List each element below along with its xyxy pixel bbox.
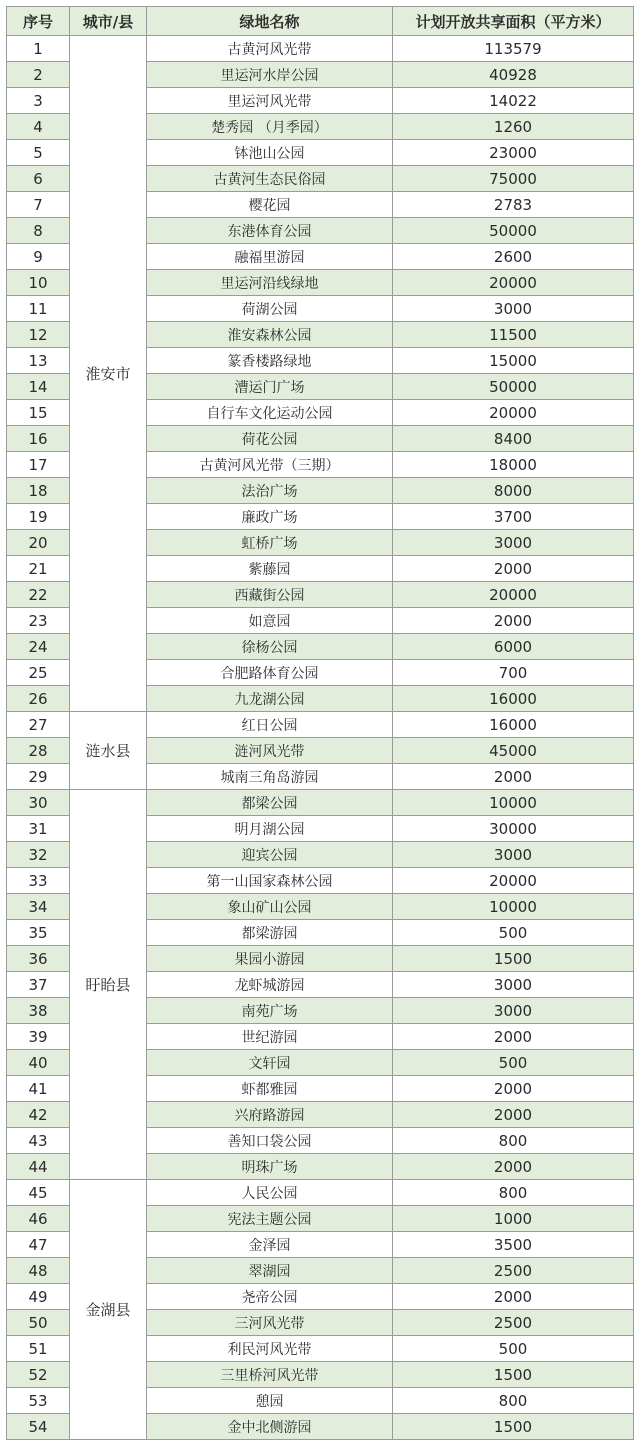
cell-open-area: 2000 xyxy=(393,764,634,790)
cell-index: 4 xyxy=(7,114,70,140)
cell-green-space-name: 廉政广场 xyxy=(147,504,393,530)
cell-index: 8 xyxy=(7,218,70,244)
cell-open-area: 30000 xyxy=(393,816,634,842)
cell-green-space-name: 法治广场 xyxy=(147,478,393,504)
cell-green-space-name: 都梁游园 xyxy=(147,920,393,946)
cell-open-area: 8400 xyxy=(393,426,634,452)
cell-green-space-name: 钵池山公园 xyxy=(147,140,393,166)
cell-green-space-name: 象山矿山公园 xyxy=(147,894,393,920)
cell-green-space-name: 荷花公园 xyxy=(147,426,393,452)
cell-green-space-name: 世纪游园 xyxy=(147,1024,393,1050)
cell-index: 17 xyxy=(7,452,70,478)
cell-index: 13 xyxy=(7,348,70,374)
cell-index: 21 xyxy=(7,556,70,582)
cell-green-space-name: 涟河风光带 xyxy=(147,738,393,764)
cell-city: 淮安市 xyxy=(70,36,147,712)
cell-open-area: 1260 xyxy=(393,114,634,140)
cell-index: 46 xyxy=(7,1206,70,1232)
cell-open-area: 6000 xyxy=(393,634,634,660)
cell-open-area: 16000 xyxy=(393,712,634,738)
cell-green-space-name: 人民公园 xyxy=(147,1180,393,1206)
cell-open-area: 75000 xyxy=(393,166,634,192)
cell-index: 33 xyxy=(7,868,70,894)
cell-open-area: 3000 xyxy=(393,530,634,556)
cell-index: 27 xyxy=(7,712,70,738)
cell-open-area: 20000 xyxy=(393,868,634,894)
cell-green-space-name: 淮安森林公园 xyxy=(147,322,393,348)
cell-green-space-name: 篆香楼路绿地 xyxy=(147,348,393,374)
cell-open-area: 14022 xyxy=(393,88,634,114)
cell-open-area: 8000 xyxy=(393,478,634,504)
cell-green-space-name: 古黄河生态民俗园 xyxy=(147,166,393,192)
cell-open-area: 23000 xyxy=(393,140,634,166)
cell-open-area: 50000 xyxy=(393,218,634,244)
cell-index: 3 xyxy=(7,88,70,114)
cell-index: 11 xyxy=(7,296,70,322)
header-name: 绿地名称 xyxy=(147,7,393,36)
cell-open-area: 500 xyxy=(393,1050,634,1076)
cell-index: 22 xyxy=(7,582,70,608)
cell-index: 49 xyxy=(7,1284,70,1310)
cell-open-area: 2600 xyxy=(393,244,634,270)
table-row xyxy=(7,1180,634,1206)
cell-green-space-name: 合肥路体育公园 xyxy=(147,660,393,686)
cell-green-space-name: 九龙湖公园 xyxy=(147,686,393,712)
cell-open-area: 2783 xyxy=(393,192,634,218)
cell-index: 16 xyxy=(7,426,70,452)
header-city: 城市/县 xyxy=(70,7,147,36)
cell-open-area: 2500 xyxy=(393,1258,634,1284)
cell-green-space-name: 西藏街公园 xyxy=(147,582,393,608)
cell-green-space-name: 利民河风光带 xyxy=(147,1336,393,1362)
cell-open-area: 1500 xyxy=(393,1414,634,1440)
cell-open-area: 2000 xyxy=(393,1154,634,1180)
cell-green-space-name: 明月湖公园 xyxy=(147,816,393,842)
cell-index: 23 xyxy=(7,608,70,634)
cell-green-space-name: 尧帝公园 xyxy=(147,1284,393,1310)
cell-index: 19 xyxy=(7,504,70,530)
cell-index: 14 xyxy=(7,374,70,400)
table-header-row xyxy=(7,7,634,36)
cell-open-area: 10000 xyxy=(393,894,634,920)
cell-open-area: 800 xyxy=(393,1180,634,1206)
cell-open-area: 2500 xyxy=(393,1310,634,1336)
cell-green-space-name: 宪法主题公园 xyxy=(147,1206,393,1232)
cell-green-space-name: 城南三角岛游园 xyxy=(147,764,393,790)
cell-open-area: 500 xyxy=(393,1336,634,1362)
cell-green-space-name: 荷湖公园 xyxy=(147,296,393,322)
cell-index: 26 xyxy=(7,686,70,712)
cell-open-area: 3000 xyxy=(393,998,634,1024)
cell-open-area: 16000 xyxy=(393,686,634,712)
cell-green-space-name: 徐杨公园 xyxy=(147,634,393,660)
table-row xyxy=(7,36,634,62)
cell-index: 18 xyxy=(7,478,70,504)
cell-green-space-name: 自行车文化运动公园 xyxy=(147,400,393,426)
cell-green-space-name: 融福里游园 xyxy=(147,244,393,270)
cell-open-area: 3700 xyxy=(393,504,634,530)
cell-green-space-name: 果园小游园 xyxy=(147,946,393,972)
cell-green-space-name: 如意园 xyxy=(147,608,393,634)
cell-index: 25 xyxy=(7,660,70,686)
table-row xyxy=(7,712,634,738)
cell-index: 31 xyxy=(7,816,70,842)
cell-green-space-name: 善知口袋公园 xyxy=(147,1128,393,1154)
cell-open-area: 1000 xyxy=(393,1206,634,1232)
table-row xyxy=(7,790,634,816)
cell-green-space-name: 南苑广场 xyxy=(147,998,393,1024)
cell-city: 盱眙县 xyxy=(70,790,147,1180)
cell-open-area: 50000 xyxy=(393,374,634,400)
cell-green-space-name: 翠湖园 xyxy=(147,1258,393,1284)
cell-index: 2 xyxy=(7,62,70,88)
cell-index: 24 xyxy=(7,634,70,660)
table-body xyxy=(7,36,634,1440)
cell-open-area: 700 xyxy=(393,660,634,686)
cell-green-space-name: 第一山国家森林公园 xyxy=(147,868,393,894)
cell-index: 34 xyxy=(7,894,70,920)
cell-index: 20 xyxy=(7,530,70,556)
cell-index: 1 xyxy=(7,36,70,62)
cell-index: 6 xyxy=(7,166,70,192)
cell-open-area: 20000 xyxy=(393,400,634,426)
cell-green-space-name: 三河风光带 xyxy=(147,1310,393,1336)
cell-index: 43 xyxy=(7,1128,70,1154)
cell-open-area: 45000 xyxy=(393,738,634,764)
cell-index: 5 xyxy=(7,140,70,166)
cell-green-space-name: 都梁公园 xyxy=(147,790,393,816)
cell-index: 48 xyxy=(7,1258,70,1284)
cell-green-space-name: 龙虾城游园 xyxy=(147,972,393,998)
cell-green-space-name: 明珠广场 xyxy=(147,1154,393,1180)
cell-green-space-name: 楚秀园 （月季园） xyxy=(147,114,393,140)
cell-open-area: 500 xyxy=(393,920,634,946)
cell-open-area: 800 xyxy=(393,1128,634,1154)
cell-open-area: 3000 xyxy=(393,842,634,868)
cell-index: 35 xyxy=(7,920,70,946)
cell-index: 53 xyxy=(7,1388,70,1414)
cell-green-space-name: 文轩园 xyxy=(147,1050,393,1076)
cell-open-area: 2000 xyxy=(393,556,634,582)
cell-index: 28 xyxy=(7,738,70,764)
cell-green-space-name: 金泽园 xyxy=(147,1232,393,1258)
cell-open-area: 2000 xyxy=(393,1024,634,1050)
cell-index: 45 xyxy=(7,1180,70,1206)
cell-index: 10 xyxy=(7,270,70,296)
cell-city: 金湖县 xyxy=(70,1180,147,1440)
cell-index: 41 xyxy=(7,1076,70,1102)
cell-index: 30 xyxy=(7,790,70,816)
cell-index: 7 xyxy=(7,192,70,218)
cell-open-area: 2000 xyxy=(393,608,634,634)
cell-green-space-name: 樱花园 xyxy=(147,192,393,218)
cell-open-area: 2000 xyxy=(393,1102,634,1128)
cell-index: 37 xyxy=(7,972,70,998)
cell-green-space-name: 东港体育公园 xyxy=(147,218,393,244)
cell-open-area: 15000 xyxy=(393,348,634,374)
cell-index: 54 xyxy=(7,1414,70,1440)
cell-open-area: 800 xyxy=(393,1388,634,1414)
cell-green-space-name: 紫藤园 xyxy=(147,556,393,582)
cell-green-space-name: 兴府路游园 xyxy=(147,1102,393,1128)
cell-open-area: 10000 xyxy=(393,790,634,816)
cell-open-area: 1500 xyxy=(393,1362,634,1388)
cell-green-space-name: 里运河水岸公园 xyxy=(147,62,393,88)
cell-open-area: 20000 xyxy=(393,270,634,296)
cell-green-space-name: 憩园 xyxy=(147,1388,393,1414)
cell-index: 51 xyxy=(7,1336,70,1362)
cell-green-space-name: 红日公园 xyxy=(147,712,393,738)
header-index: 序号 xyxy=(7,7,70,36)
cell-index: 44 xyxy=(7,1154,70,1180)
cell-green-space-name: 古黄河风光带 xyxy=(147,36,393,62)
cell-green-space-name: 里运河沿线绿地 xyxy=(147,270,393,296)
cell-green-space-name: 漕运门广场 xyxy=(147,374,393,400)
cell-index: 9 xyxy=(7,244,70,270)
green-space-table xyxy=(6,6,634,1440)
cell-open-area: 20000 xyxy=(393,582,634,608)
cell-green-space-name: 虹桥广场 xyxy=(147,530,393,556)
cell-green-space-name: 迎宾公园 xyxy=(147,842,393,868)
cell-open-area: 3000 xyxy=(393,296,634,322)
cell-index: 47 xyxy=(7,1232,70,1258)
cell-open-area: 3000 xyxy=(393,972,634,998)
cell-index: 52 xyxy=(7,1362,70,1388)
cell-index: 42 xyxy=(7,1102,70,1128)
cell-index: 32 xyxy=(7,842,70,868)
cell-index: 39 xyxy=(7,1024,70,1050)
cell-index: 50 xyxy=(7,1310,70,1336)
cell-open-area: 113579 xyxy=(393,36,634,62)
cell-open-area: 2000 xyxy=(393,1076,634,1102)
cell-open-area: 2000 xyxy=(393,1284,634,1310)
cell-open-area: 11500 xyxy=(393,322,634,348)
cell-city: 涟水县 xyxy=(70,712,147,790)
cell-open-area: 3500 xyxy=(393,1232,634,1258)
cell-index: 40 xyxy=(7,1050,70,1076)
cell-open-area: 40928 xyxy=(393,62,634,88)
cell-index: 12 xyxy=(7,322,70,348)
cell-index: 36 xyxy=(7,946,70,972)
cell-index: 38 xyxy=(7,998,70,1024)
cell-green-space-name: 三里桥河风光带 xyxy=(147,1362,393,1388)
cell-open-area: 18000 xyxy=(393,452,634,478)
cell-green-space-name: 虾都雅园 xyxy=(147,1076,393,1102)
cell-green-space-name: 里运河风光带 xyxy=(147,88,393,114)
cell-index: 15 xyxy=(7,400,70,426)
cell-green-space-name: 古黄河风光带（三期） xyxy=(147,452,393,478)
cell-green-space-name: 金中北侧游园 xyxy=(147,1414,393,1440)
header-area: 计划开放共享面积（平方米） xyxy=(393,7,634,36)
cell-open-area: 1500 xyxy=(393,946,634,972)
cell-index: 29 xyxy=(7,764,70,790)
